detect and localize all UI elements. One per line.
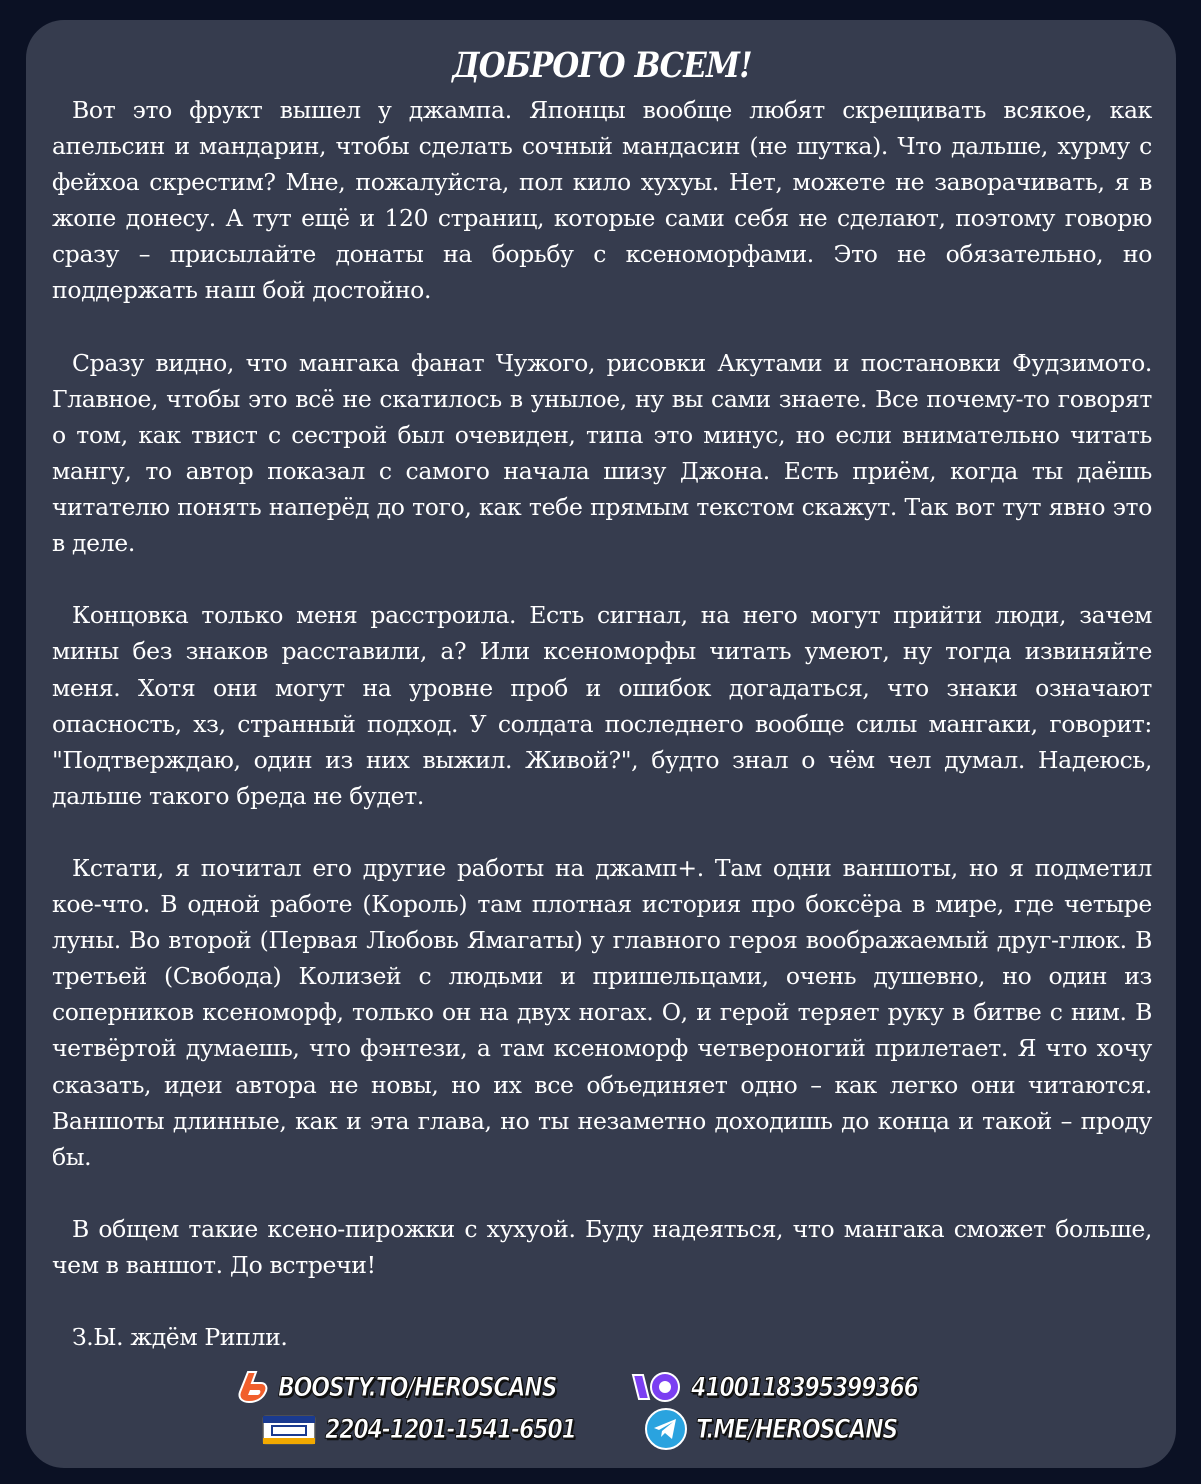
support-row <box>26 1366 1176 1408</box>
announcement-card <box>26 20 1176 1468</box>
yoomoney-link[interactable] <box>631 1369 968 1405</box>
boosty-link[interactable] <box>234 1369 617 1405</box>
paragraph: Концовка только меня расстроила. Есть сигнал, на него могут прийти люди, зачем мины без знаков расставили, а? Или ксеноморфы читать умеют, ну тогда извиняйте меня. Хотя они могут на уровне проб и ошибок догадаться, что знаки означают опасность, хз, странный подход. У солдата последнего вообще силы мангаки, говорит: "Подтверждаю, один из них выжил. Живой?", будто знал о чём чел думал. Надеюсь, дальше такого бреда не будет. <box>52 601 1152 810</box>
card-number[interactable] <box>261 1411 631 1447</box>
paragraph: Сразу видно, что мангака фанат Чужого, рисовки Акутами и постановки Фудзимото. Главное, чтобы это всё не скатилось в унылое, ну вы сами знаете. Все почему-то говорят о том, как твист с сестрой был очевиден, типа это минус, но если внимательно читать мангу, то автор показал с самого начала шизу Джона. Есть приём, когда ты даёшь читателю понять наперёд до того, как тебе прямым текстом скажут. Так вот тут явно это в деле. <box>52 348 1152 558</box>
telegram-url: T.ME/HEROSCANS <box>696 1413 898 1445</box>
yoomoney-icon <box>631 1369 683 1405</box>
visa-card-icon <box>261 1411 317 1447</box>
boosty-icon <box>234 1369 270 1405</box>
card-number-text: 2204-1201-1541-6501 <box>324 1413 576 1445</box>
support-row <box>26 1408 1176 1450</box>
yoomoney-wallet: 4100118395399366 <box>691 1371 919 1403</box>
paragraph: Вот это фрукт вышел у джампа. Японцы вообще любят скрещивать всякое, как апельсин и мандарин, чтобы сделать сочный мандасин (не шутка). Что дальше, хурму с фейхоа скрестим? Мне, пожалуйста, пол кило хухуы. Нет, можете не заворачивать, я в жопе донесу. А тут ещё и 120 страниц, которые сами себя не сделают, поэтому говорю сразу – присылайте донаты на борьбу с ксеноморфами. Это не обязательно, но поддержать наш бой достойно. <box>52 96 1152 305</box>
boosty-url: BOOSTY.TO/HEROSCANS <box>278 1371 557 1403</box>
paragraph: В общем такие ксено-пирожки с хухуой. Буду надеяться, что мангака сможет больше, чем в ваншот. До встречи! <box>52 1214 1152 1279</box>
postscript: З.Ы. ждём Рипли. <box>72 1323 288 1352</box>
page-title: ДОБРОГО ВСЕМ! <box>452 45 752 86</box>
paragraph: Кстати, я почитал его другие работы на джамп+. Там одни ваншоты, но я подметил кое-что. В одной работе (Король) там плотная история про боксёра в мире, где четыре луны. Во второй (Первая Любовь Ямагаты) у главного героя воображаемый друг-глюк. В третьей (Свобода) Колизей с людьми и пришельцами, очень душевно, но один из соперников ксеноморф, только он на двух ногах. О, и герой теряет руку в битве с ним. В четвёртой думаешь, что фэнтези, а там ксеноморф четвероногий прилетает. Я что хочу сказать, идеи автора не новы, но их все объединяет одно – как легко они читаются. Ваншоты длинные, как и эта глава, но ты незаметно доходишь до конца и такой – проду бы. <box>52 853 1152 1171</box>
support-links <box>26 1366 1176 1450</box>
telegram-link[interactable] <box>644 1407 941 1451</box>
telegram-icon <box>644 1407 688 1451</box>
announcement-body <box>52 92 1152 1355</box>
